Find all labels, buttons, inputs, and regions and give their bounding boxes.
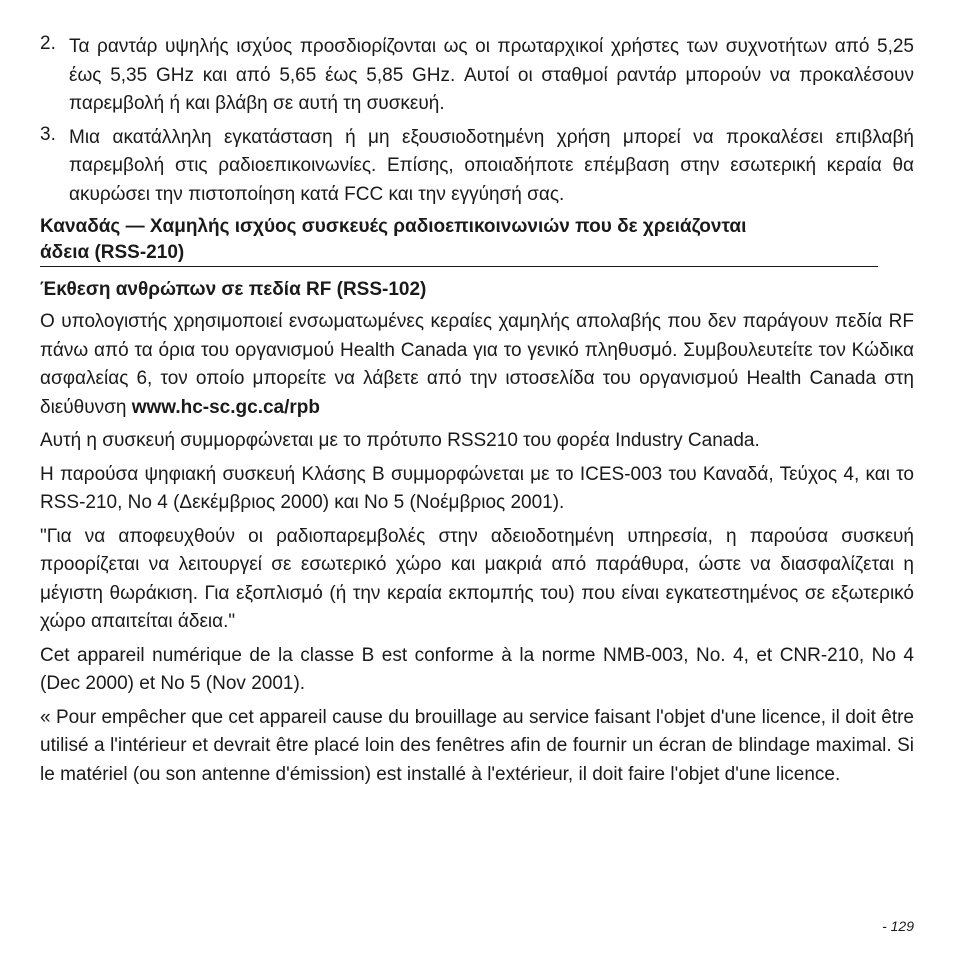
subheading: Έκθεση ανθρώπων σε πεδία RF (RSS-102) (40, 279, 427, 300)
list-item-text: Τα ραντάρ υψηλής ισχύος προσδιορίζονται ως οι πρωταρχικοί χρήστες των συχνοτήτων από 5,25 έως 5,35 GHz και από 5,65 έως 5,85 GHz. Αυτοί οι σταθμοί ραντάρ μπορούν να προκαλέσουν παρεμβολή ή και βλάβη σε αυτή τη συσκευή. (69, 36, 914, 114)
section-heading (40, 214, 878, 267)
list-item (40, 124, 914, 210)
paragraph-interference-french: « Pour empêcher que cet appareil cause du brouillage au service faisant l'objet d'une licence, il doit être utilisé a l'intérieur et devrait être placé loin des fenêtres afin de fournir un écran de blindage maximal. Si le matériel (ou son antenne d'émission) est installé à l'extérieur, il doit faire l'objet d'une licence. (40, 706, 914, 785)
section-heading-line2: άδεια (RSS-210) (40, 242, 185, 263)
document-page (40, 33, 914, 794)
section-heading-line1: Καναδάς — Χαμηλής ισχύος συσκευές ραδιοεπικοινωνιών που δε χρειάζονται (40, 216, 747, 237)
paragraph-rss210: Αυτή η συσκευή συμμορφώνεται με το πρότυπο RSS210 του φορέα Industry Canada. (40, 430, 760, 451)
paragraph-ices003: Η παρούσα ψηφιακή συσκευή Κλάσης B συμμορφώνεται με το ICES-003 του Καναδά, Τεύχος 4, και το RSS-210, No 4 (Δεκέμβριος 2000) και No 5 (Νοέμβριος 2001). (40, 463, 914, 513)
paragraph-health-canada (40, 308, 914, 422)
list-item-number: 3. (40, 123, 56, 145)
paragraph-nmb003-french: Cet appareil numérique de la classe B est conforme à la norme NMB-003, No. 4, et CNR-210, No 4 (Dec 2000) et No 5 (Nov 2001). (40, 644, 914, 694)
list-item (40, 33, 914, 119)
list-item-text: Μια ακατάλληλη εγκατάσταση ή μη εξουσιοδοτημένη χρήση μπορεί να προκαλέσει επιβλαβή παρεμβολή στις ραδιοεπικοινωνίες. Επίσης, οποιαδήποτε επέμβαση στην εσωτερική κεραία θα ακυρώσει την πιστοποίηση κατά FCC και την εγγύησή σας. (69, 126, 914, 205)
list-item-number: 2. (40, 33, 56, 54)
health-canada-url: www.hc-sc.gc.ca/rpb (131, 396, 320, 418)
paragraph-text: Ο υπολογιστής χρησιμοποιεί ενσωματωμένες κεραίες χαμηλής απολαβής που δεν παράγουν πεδία RF πάνω από τα όρια του οργανισμού Health Canada για το γενικό πληθυσμό. Συμβουλευτείτε τον Κώδικα ασφαλείας 6, τον οποίο μπορείτε να λάβετε από την ιστοσελίδα του οργανισμού Health Canada στη διεύθυνση (40, 311, 914, 418)
page-number: - 129 (882, 918, 914, 934)
paragraph-interference-greek: "Για να αποφευχθούν οι ραδιοπαρεμβολές στην αδειοδοτημένη υπηρεσία, η παρούσα συσκευή προορίζεται να λειτουργεί σε εσωτερικό χώρο και μακριά από παράθυρα, ώστε να διασφαλίζεται η μέγιστη θωράκιση. Για εξοπλισμό (ή την κεραία εκπομπής του) που είναι εγκατεστημένος σε εξωτερικό χώρο απαιτείται άδεια." (40, 525, 914, 632)
